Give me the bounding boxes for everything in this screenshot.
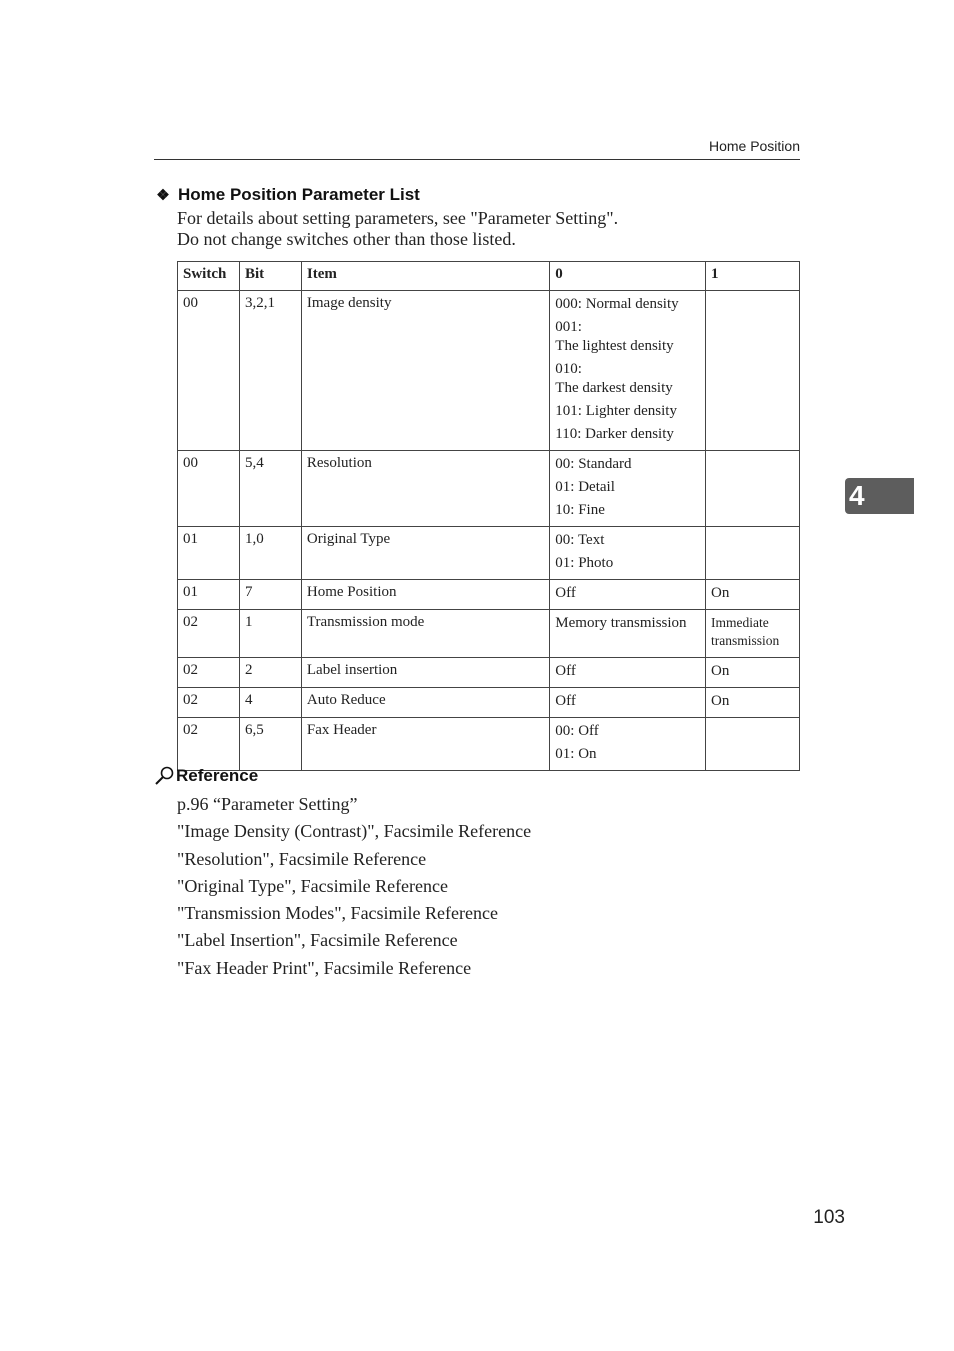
cell-one bbox=[706, 580, 800, 610]
table-row bbox=[178, 291, 800, 451]
cell-line: On bbox=[711, 693, 730, 709]
cell-line: 01: Detail bbox=[555, 479, 615, 495]
cell-item: Original Type bbox=[301, 527, 549, 580]
cell-switch: 02 bbox=[178, 718, 240, 771]
cell-item: Fax Header bbox=[301, 718, 549, 771]
cell-line: Off bbox=[555, 585, 576, 601]
reference-item[interactable]: "Transmission Modes", Facsimile Reference bbox=[177, 903, 498, 924]
cell-one bbox=[706, 291, 800, 451]
header-switch: Switch bbox=[178, 262, 240, 291]
reference-item[interactable]: "Label Insertion", Facsimile Reference bbox=[177, 930, 458, 951]
cell-line: 110: Darker density bbox=[555, 426, 674, 442]
cell-line: 10: Fine bbox=[555, 502, 605, 518]
cell-one bbox=[706, 658, 800, 688]
reference-item[interactable]: "Original Type", Facsimile Reference bbox=[177, 875, 449, 896]
table-row bbox=[178, 451, 800, 527]
cell-line: 00: Text bbox=[555, 532, 605, 548]
table-row bbox=[178, 658, 800, 688]
cell-one bbox=[706, 451, 800, 527]
cell-item: Transmission mode bbox=[301, 610, 549, 658]
page-number: 103 bbox=[813, 1207, 845, 1228]
chapter-tab: 4 bbox=[845, 478, 914, 514]
cell-item: Auto Reduce bbox=[301, 688, 549, 718]
intro-text bbox=[177, 208, 618, 250]
header-one: 1 bbox=[706, 262, 800, 291]
intro-line: Do not change switches other than those listed. bbox=[177, 229, 516, 249]
cell-line: Memory transmission bbox=[555, 615, 687, 631]
cell-bit: 5,4 bbox=[239, 451, 301, 527]
cell-bit: 7 bbox=[239, 580, 301, 610]
cell-zero bbox=[550, 610, 706, 658]
cell-one bbox=[706, 688, 800, 718]
cell-switch: 00 bbox=[178, 291, 240, 451]
cell-line: 00: Standard bbox=[555, 456, 632, 472]
section-title: Home Position Parameter List bbox=[178, 185, 420, 204]
cell-line: Immediate transmission bbox=[711, 615, 780, 648]
cell-bit: 1,0 bbox=[239, 527, 301, 580]
cell-item: Image density bbox=[301, 291, 549, 451]
cell-zero bbox=[550, 527, 706, 580]
cell-item: Resolution bbox=[301, 451, 549, 527]
table-body bbox=[178, 291, 800, 771]
cell-switch: 01 bbox=[178, 580, 240, 610]
header-rule bbox=[154, 159, 800, 160]
intro-line: For details about setting parameters, see "Parameter Setting". bbox=[177, 208, 619, 228]
section-heading bbox=[154, 185, 420, 205]
cell-line: Off bbox=[555, 693, 576, 709]
cell-zero bbox=[550, 580, 706, 610]
cell-zero bbox=[550, 451, 706, 527]
cell-line: 010: The darkest density bbox=[555, 361, 673, 396]
cell-line: On bbox=[711, 585, 730, 601]
cell-bit: 2 bbox=[239, 658, 301, 688]
table-row bbox=[178, 527, 800, 580]
table-row bbox=[178, 580, 800, 610]
cell-line: 101: Lighter density bbox=[555, 403, 677, 419]
table-row bbox=[178, 610, 800, 658]
cell-line: 01: On bbox=[555, 746, 597, 762]
cell-switch: 02 bbox=[178, 688, 240, 718]
header-item: Item bbox=[301, 262, 549, 291]
cell-line: 00: Off bbox=[555, 723, 599, 739]
cell-one bbox=[706, 527, 800, 580]
header-bit: Bit bbox=[239, 262, 301, 291]
cell-bit: 1 bbox=[239, 610, 301, 658]
reference-item[interactable]: "Fax Header Print", Facsimile Reference bbox=[177, 957, 472, 978]
cell-item: Home Position bbox=[301, 580, 549, 610]
reference-item[interactable]: p.96 “Parameter Setting” bbox=[177, 794, 358, 814]
cell-switch: 01 bbox=[178, 527, 240, 580]
cell-line: 001: The lightest density bbox=[555, 319, 674, 354]
cell-one bbox=[706, 718, 800, 771]
reference-item[interactable]: "Image Density (Contrast)", Facsimile Reference bbox=[177, 821, 532, 842]
table-header-row bbox=[178, 262, 800, 291]
magnifier-icon bbox=[154, 766, 176, 786]
cell-bit: 6,5 bbox=[239, 718, 301, 771]
cell-one bbox=[706, 610, 800, 658]
parameter-table bbox=[177, 261, 800, 771]
reference-heading bbox=[154, 766, 258, 786]
header-zero: 0 bbox=[550, 262, 706, 291]
reference-item[interactable]: "Resolution", Facsimile Reference bbox=[177, 848, 427, 869]
cell-line: Off bbox=[555, 663, 576, 679]
reference-list bbox=[177, 792, 531, 983]
cell-line: 000: Normal density bbox=[555, 296, 679, 312]
cell-line: 01: Photo bbox=[555, 555, 614, 571]
reference-title: Reference bbox=[176, 766, 259, 785]
table-row bbox=[178, 718, 800, 771]
cell-switch: 00 bbox=[178, 451, 240, 527]
diamond-bullet-icon: ❖ bbox=[156, 187, 170, 204]
cell-bit: 3,2,1 bbox=[239, 291, 301, 451]
table-row bbox=[178, 688, 800, 718]
cell-zero bbox=[550, 718, 706, 771]
cell-zero bbox=[550, 658, 706, 688]
cell-switch: 02 bbox=[178, 610, 240, 658]
cell-line: On bbox=[711, 663, 730, 679]
running-head: Home Position bbox=[708, 138, 800, 154]
cell-zero bbox=[550, 688, 706, 718]
cell-item: Label insertion bbox=[301, 658, 549, 688]
cell-switch: 02 bbox=[178, 658, 240, 688]
cell-bit: 4 bbox=[239, 688, 301, 718]
cell-zero bbox=[550, 291, 706, 451]
